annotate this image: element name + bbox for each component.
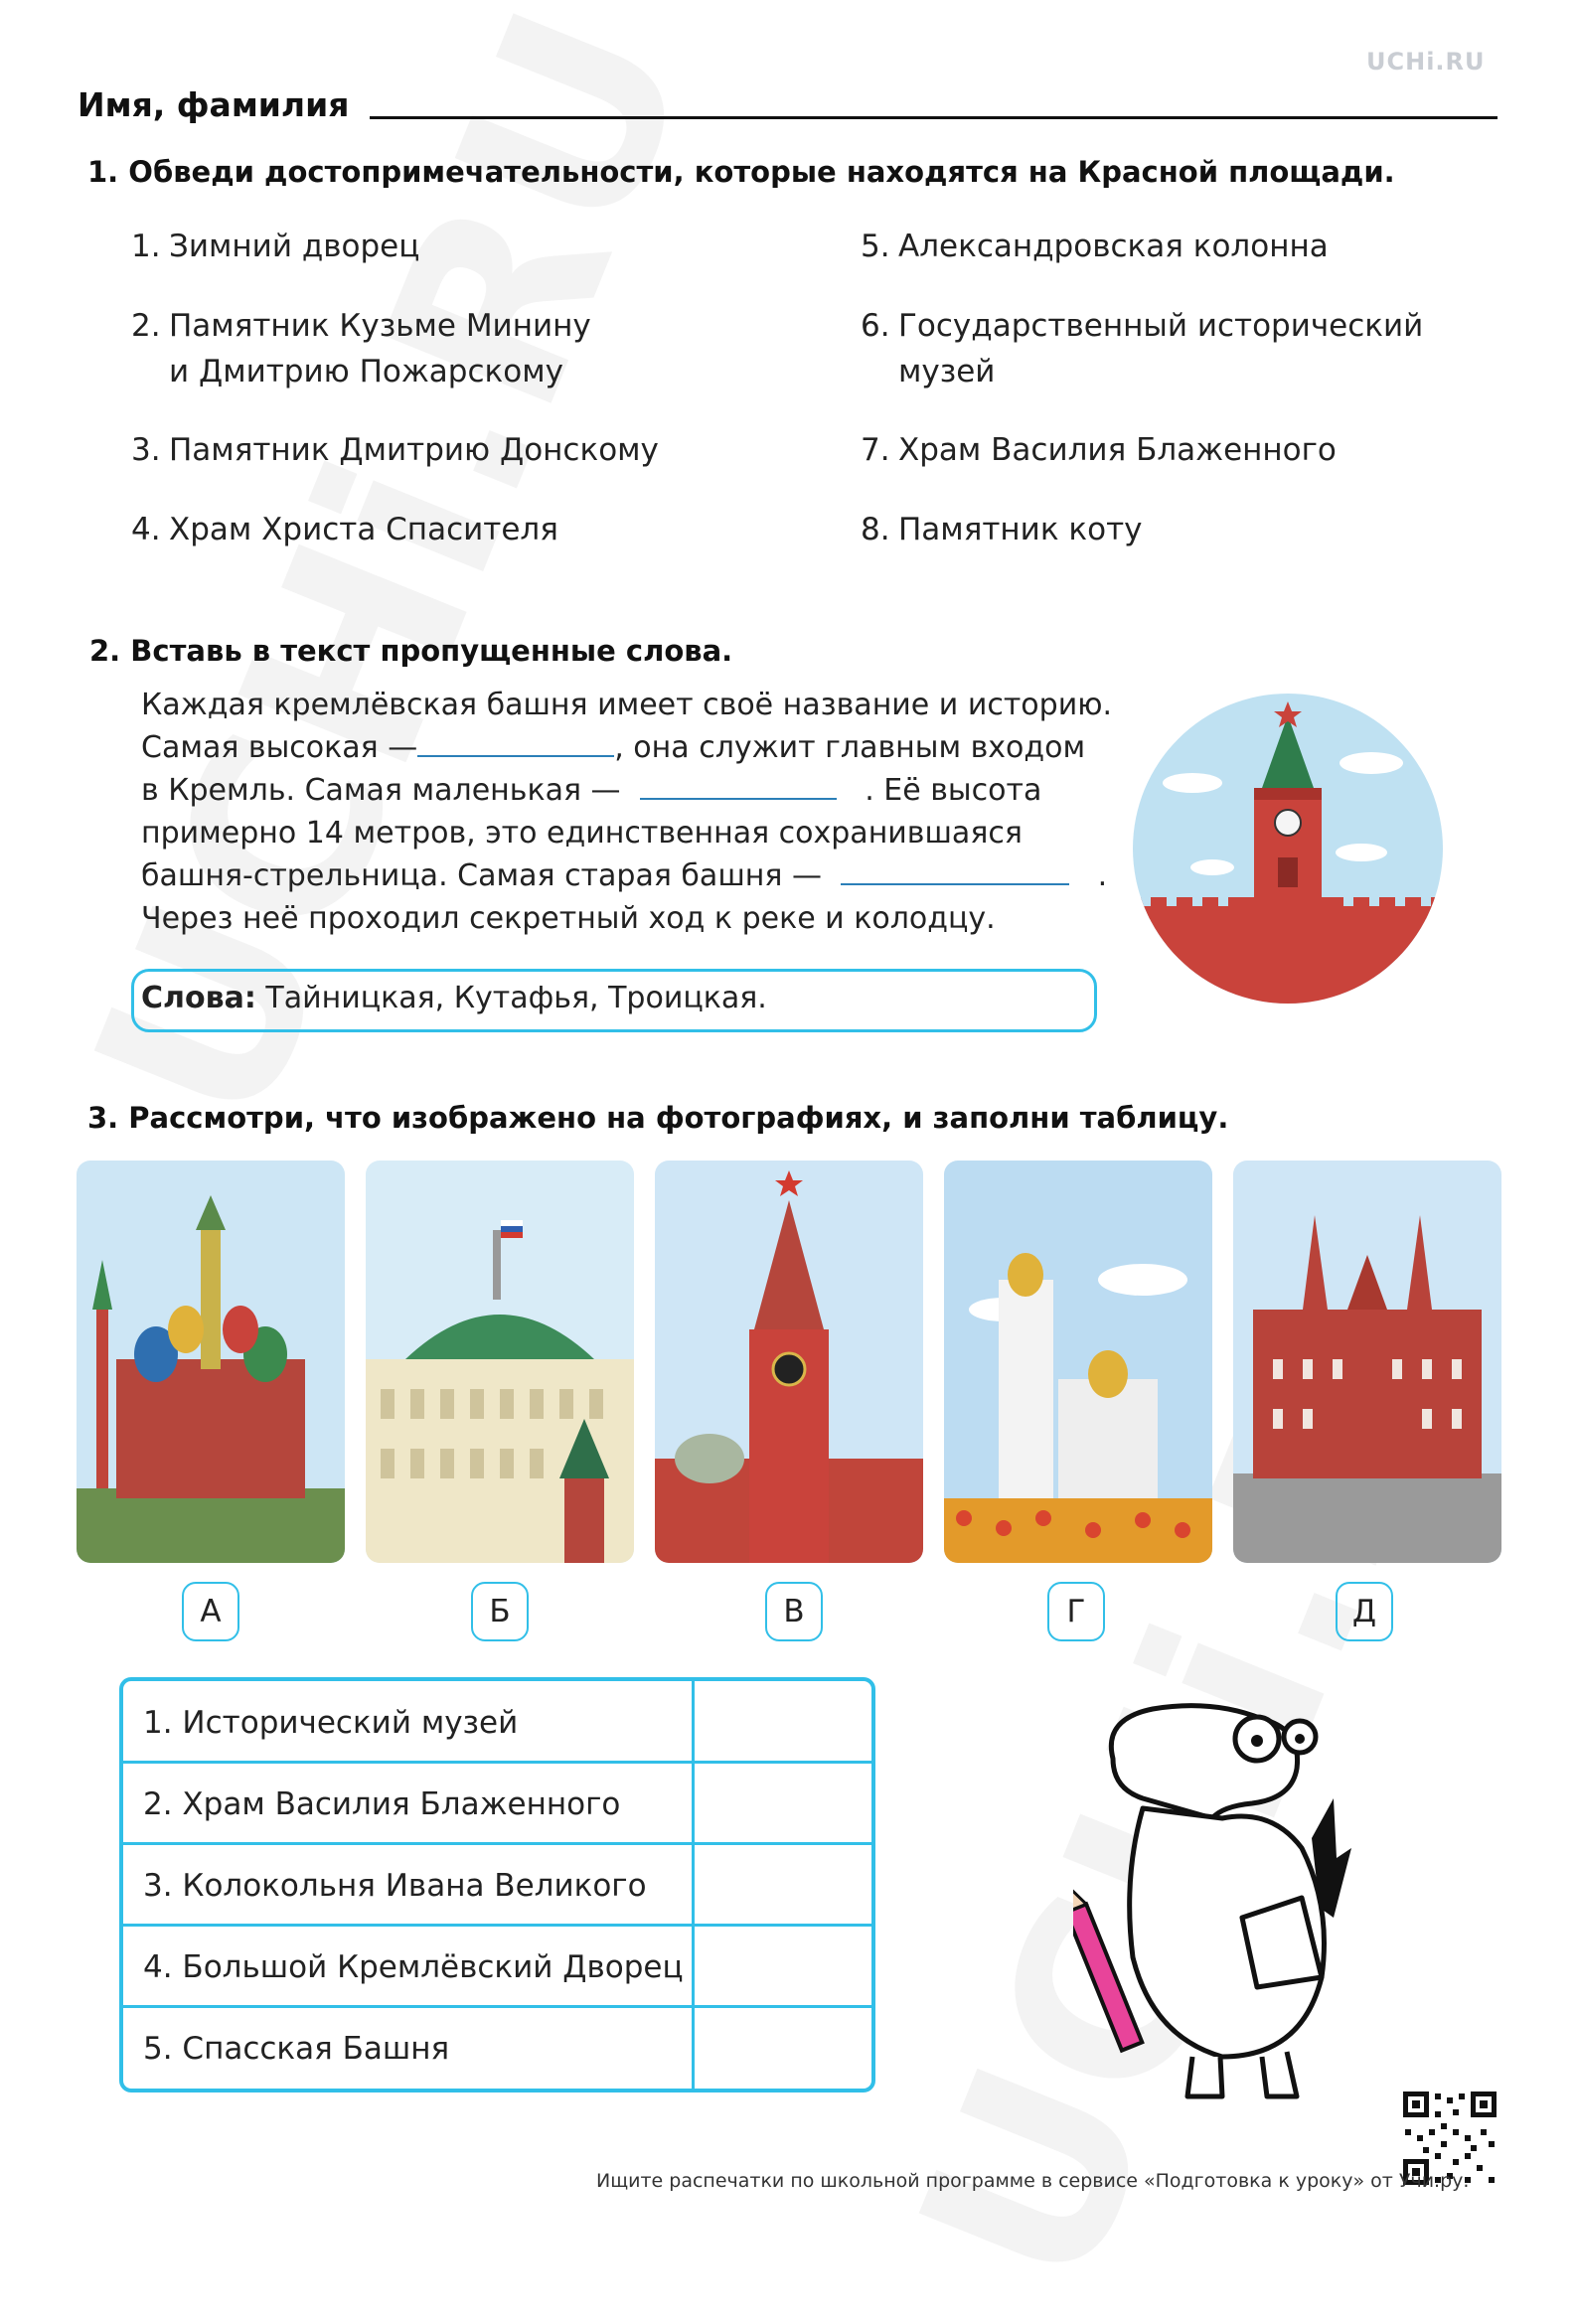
blank-field[interactable] <box>841 861 1069 885</box>
letter-b: Б <box>471 1582 529 1641</box>
footer-text: Ищите распечатки по школьной программе в сервисе «Подготовка к уроку» от Учи.ру. <box>596 2170 1470 2192</box>
task2-title: 2. Вставь в текст пропущенные слова. <box>89 634 733 668</box>
mascot-illustration <box>1073 1679 1371 2116</box>
table-row: 2. Храм Василия Блаженного <box>143 1786 621 1822</box>
task1-title: 1. Обведи достопримечательности, которые находятся на Красной площади. <box>87 155 1395 189</box>
list-item[interactable]: 2. Памятник Кузьме Минину и Дмитрию Пожарскому <box>131 308 591 389</box>
photo-d-ivan-bell-tower <box>944 1161 1212 1563</box>
photo-a-st-basils <box>77 1161 345 1563</box>
list-item[interactable]: 8. Памятник коту <box>861 512 1143 547</box>
blank-field[interactable] <box>417 733 614 757</box>
list-item[interactable]: 6. Государственный исторический музей <box>861 308 1424 389</box>
blank-field[interactable] <box>640 776 837 800</box>
list-item[interactable]: 5. Александровская колонна <box>861 229 1329 264</box>
kremlin-tower-illustration <box>1133 694 1443 1004</box>
task3-title: 3. Рассмотри, что изображено на фотографиях, и заполни таблицу. <box>87 1101 1229 1135</box>
table-row: 3. Колокольня Ивана Великого <box>143 1868 647 1904</box>
photo-c-spasskaya-tower <box>655 1161 923 1563</box>
list-item[interactable]: 7. Храм Василия Блаженного <box>861 432 1337 468</box>
name-line[interactable] <box>370 116 1498 119</box>
letter-g: Г <box>1047 1582 1105 1641</box>
letter-v: В <box>765 1582 823 1641</box>
answer-table <box>119 1677 875 2092</box>
task2-paragraph: Каждая кремлёвская башня имеет своё название и историю. Самая высокая — , она служит главным входом в Кремль. Самая маленькая — . Её высота примерно 14 метров, это единственная сохранившаяся башня-стрельница. Самая старая башня — . Через неё проходил секретный ход к реке и колодцу. <box>141 688 1112 936</box>
photo-e-historical-museum <box>1233 1161 1501 1563</box>
table-row: 5. Спасская Башня <box>143 2031 450 2067</box>
letter-a: А <box>182 1582 239 1641</box>
list-item[interactable]: 1. Зимний дворец <box>131 229 420 264</box>
table-row: 4. Большой Кремлёвский Дворец <box>143 1949 684 1985</box>
list-item[interactable]: 3. Памятник Дмитрию Донскому <box>131 432 659 468</box>
list-item[interactable]: 4. Храм Христа Спасителя <box>131 512 558 547</box>
words-text: Слова: Тайницкая, Кутафья, Троицкая. <box>141 981 767 1015</box>
name-label: Имя, фамилия <box>78 85 350 124</box>
letter-d: Д <box>1336 1582 1393 1641</box>
uchi-logo: UCHi.RU <box>1366 48 1486 76</box>
photo-b-grand-kremlin-palace <box>366 1161 634 1563</box>
table-row: 1. Исторический музей <box>143 1705 519 1741</box>
